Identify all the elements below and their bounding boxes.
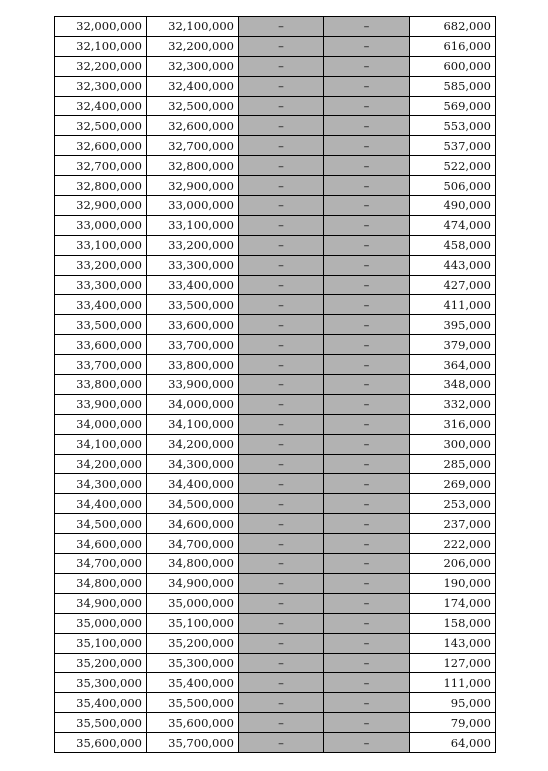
shaded-dash-cell: – <box>324 394 410 414</box>
range-to-cell: 33,600,000 <box>147 315 239 335</box>
table-row <box>55 673 496 693</box>
table-row <box>55 17 496 37</box>
table-row <box>55 573 496 593</box>
shaded-dash-cell: – <box>324 514 410 534</box>
shaded-dash-cell: – <box>239 56 324 76</box>
shaded-dash-cell: – <box>239 554 324 574</box>
range-to-cell: 33,300,000 <box>147 255 239 275</box>
range-from-cell: 34,600,000 <box>55 534 147 554</box>
table-row <box>55 215 496 235</box>
table-row <box>55 454 496 474</box>
range-from-cell: 33,700,000 <box>55 355 147 375</box>
table-row <box>55 156 496 176</box>
shaded-dash-cell: – <box>324 713 410 733</box>
range-from-cell: 32,700,000 <box>55 156 147 176</box>
amount-cell: 285,000 <box>410 454 496 474</box>
shaded-dash-cell: – <box>239 653 324 673</box>
range-from-cell: 32,900,000 <box>55 196 147 216</box>
amount-cell: 458,000 <box>410 235 496 255</box>
range-from-cell: 32,800,000 <box>55 176 147 196</box>
range-from-cell: 32,200,000 <box>55 56 147 76</box>
shaded-dash-cell: – <box>324 434 410 454</box>
amount-cell: 111,000 <box>410 673 496 693</box>
table-row <box>55 96 496 116</box>
table-row <box>55 56 496 76</box>
shaded-dash-cell: – <box>239 414 324 434</box>
shaded-dash-cell: – <box>324 414 410 434</box>
range-from-cell: 34,100,000 <box>55 434 147 454</box>
shaded-dash-cell: – <box>239 295 324 315</box>
shaded-dash-cell: – <box>324 454 410 474</box>
range-to-cell: 35,100,000 <box>147 613 239 633</box>
range-to-cell: 33,900,000 <box>147 375 239 395</box>
amount-cell: 616,000 <box>410 36 496 56</box>
range-from-cell: 34,000,000 <box>55 414 147 434</box>
shaded-dash-cell: – <box>324 494 410 514</box>
shaded-dash-cell: – <box>239 733 324 753</box>
range-from-cell: 32,500,000 <box>55 116 147 136</box>
range-from-cell: 35,300,000 <box>55 673 147 693</box>
table-row <box>55 593 496 613</box>
table-row <box>55 375 496 395</box>
range-from-cell: 33,100,000 <box>55 235 147 255</box>
shaded-dash-cell: – <box>239 136 324 156</box>
shaded-dash-cell: – <box>239 335 324 355</box>
shaded-dash-cell: – <box>324 355 410 375</box>
range-to-cell: 34,900,000 <box>147 573 239 593</box>
amount-cell: 237,000 <box>410 514 496 534</box>
range-to-cell: 33,800,000 <box>147 355 239 375</box>
range-to-cell: 32,400,000 <box>147 76 239 96</box>
shaded-dash-cell: – <box>239 96 324 116</box>
table-row <box>55 733 496 753</box>
range-from-cell: 33,900,000 <box>55 394 147 414</box>
amount-cell: 143,000 <box>410 633 496 653</box>
table-row <box>55 434 496 454</box>
table-row <box>55 554 496 574</box>
shaded-dash-cell: – <box>324 554 410 574</box>
amount-cell: 222,000 <box>410 534 496 554</box>
range-to-cell: 34,200,000 <box>147 434 239 454</box>
range-to-cell: 35,400,000 <box>147 673 239 693</box>
table-row <box>55 176 496 196</box>
amount-cell: 600,000 <box>410 56 496 76</box>
amount-cell: 206,000 <box>410 554 496 574</box>
shaded-dash-cell: – <box>239 494 324 514</box>
shaded-dash-cell: – <box>324 156 410 176</box>
amount-cell: 553,000 <box>410 116 496 136</box>
range-to-cell: 32,900,000 <box>147 176 239 196</box>
amount-cell: 537,000 <box>410 136 496 156</box>
range-to-cell: 33,400,000 <box>147 275 239 295</box>
shaded-dash-cell: – <box>239 156 324 176</box>
shaded-dash-cell: – <box>239 196 324 216</box>
shaded-dash-cell: – <box>324 534 410 554</box>
table-row <box>55 494 496 514</box>
range-from-cell: 35,600,000 <box>55 733 147 753</box>
shaded-dash-cell: – <box>324 215 410 235</box>
amount-cell: 522,000 <box>410 156 496 176</box>
range-from-cell: 33,200,000 <box>55 255 147 275</box>
table-row <box>55 275 496 295</box>
range-to-cell: 32,700,000 <box>147 136 239 156</box>
table-row <box>55 534 496 554</box>
table-row <box>55 36 496 56</box>
income-bracket-table <box>54 16 496 753</box>
table-row <box>55 335 496 355</box>
range-from-cell: 34,800,000 <box>55 573 147 593</box>
amount-cell: 158,000 <box>410 613 496 633</box>
shaded-dash-cell: – <box>324 315 410 335</box>
amount-cell: 364,000 <box>410 355 496 375</box>
amount-cell: 174,000 <box>410 593 496 613</box>
range-from-cell: 34,500,000 <box>55 514 147 534</box>
amount-cell: 490,000 <box>410 196 496 216</box>
table-row <box>55 633 496 653</box>
range-to-cell: 35,700,000 <box>147 733 239 753</box>
range-to-cell: 32,300,000 <box>147 56 239 76</box>
shaded-dash-cell: – <box>239 514 324 534</box>
shaded-dash-cell: – <box>239 17 324 37</box>
shaded-dash-cell: – <box>239 673 324 693</box>
shaded-dash-cell: – <box>324 375 410 395</box>
shaded-dash-cell: – <box>239 355 324 375</box>
table-row <box>55 514 496 534</box>
range-to-cell: 32,600,000 <box>147 116 239 136</box>
amount-cell: 64,000 <box>410 733 496 753</box>
amount-cell: 332,000 <box>410 394 496 414</box>
shaded-dash-cell: – <box>324 36 410 56</box>
range-to-cell: 34,400,000 <box>147 474 239 494</box>
table-row <box>55 255 496 275</box>
range-from-cell: 33,300,000 <box>55 275 147 295</box>
range-to-cell: 33,700,000 <box>147 335 239 355</box>
amount-cell: 379,000 <box>410 335 496 355</box>
range-from-cell: 33,000,000 <box>55 215 147 235</box>
shaded-dash-cell: – <box>324 116 410 136</box>
shaded-dash-cell: – <box>239 315 324 335</box>
range-to-cell: 33,000,000 <box>147 196 239 216</box>
shaded-dash-cell: – <box>239 116 324 136</box>
shaded-dash-cell: – <box>239 215 324 235</box>
range-to-cell: 34,600,000 <box>147 514 239 534</box>
shaded-dash-cell: – <box>324 295 410 315</box>
amount-cell: 474,000 <box>410 215 496 235</box>
shaded-dash-cell: – <box>239 534 324 554</box>
table-row <box>55 474 496 494</box>
shaded-dash-cell: – <box>239 593 324 613</box>
shaded-dash-cell: – <box>324 76 410 96</box>
range-to-cell: 35,500,000 <box>147 693 239 713</box>
amount-cell: 506,000 <box>410 176 496 196</box>
table-row <box>55 693 496 713</box>
shaded-dash-cell: – <box>324 573 410 593</box>
range-from-cell: 33,400,000 <box>55 295 147 315</box>
amount-cell: 395,000 <box>410 315 496 335</box>
range-to-cell: 32,200,000 <box>147 36 239 56</box>
amount-cell: 682,000 <box>410 17 496 37</box>
table-row <box>55 713 496 733</box>
shaded-dash-cell: – <box>324 275 410 295</box>
shaded-dash-cell: – <box>239 176 324 196</box>
range-to-cell: 35,300,000 <box>147 653 239 673</box>
shaded-dash-cell: – <box>324 733 410 753</box>
range-from-cell: 35,000,000 <box>55 613 147 633</box>
shaded-dash-cell: – <box>239 394 324 414</box>
amount-cell: 569,000 <box>410 96 496 116</box>
amount-cell: 348,000 <box>410 375 496 395</box>
shaded-dash-cell: – <box>239 613 324 633</box>
shaded-dash-cell: – <box>239 454 324 474</box>
range-from-cell: 34,300,000 <box>55 474 147 494</box>
shaded-dash-cell: – <box>324 96 410 116</box>
table-row <box>55 394 496 414</box>
range-to-cell: 33,100,000 <box>147 215 239 235</box>
shaded-dash-cell: – <box>324 196 410 216</box>
shaded-dash-cell: – <box>324 255 410 275</box>
table-row <box>55 116 496 136</box>
shaded-dash-cell: – <box>239 36 324 56</box>
range-from-cell: 33,800,000 <box>55 375 147 395</box>
shaded-dash-cell: – <box>324 693 410 713</box>
amount-cell: 190,000 <box>410 573 496 593</box>
range-from-cell: 34,900,000 <box>55 593 147 613</box>
amount-cell: 253,000 <box>410 494 496 514</box>
amount-cell: 316,000 <box>410 414 496 434</box>
shaded-dash-cell: – <box>324 474 410 494</box>
shaded-dash-cell: – <box>239 633 324 653</box>
table-row <box>55 196 496 216</box>
shaded-dash-cell: – <box>239 573 324 593</box>
range-to-cell: 34,100,000 <box>147 414 239 434</box>
shaded-dash-cell: – <box>324 176 410 196</box>
amount-cell: 411,000 <box>410 295 496 315</box>
amount-cell: 585,000 <box>410 76 496 96</box>
shaded-dash-cell: – <box>324 653 410 673</box>
range-to-cell: 32,100,000 <box>147 17 239 37</box>
range-from-cell: 34,400,000 <box>55 494 147 514</box>
table-row <box>55 613 496 633</box>
range-to-cell: 32,800,000 <box>147 156 239 176</box>
range-to-cell: 34,000,000 <box>147 394 239 414</box>
range-from-cell: 32,600,000 <box>55 136 147 156</box>
table-row <box>55 653 496 673</box>
amount-cell: 127,000 <box>410 653 496 673</box>
shaded-dash-cell: – <box>324 593 410 613</box>
amount-cell: 95,000 <box>410 693 496 713</box>
amount-cell: 269,000 <box>410 474 496 494</box>
table-row <box>55 235 496 255</box>
amount-cell: 427,000 <box>410 275 496 295</box>
range-from-cell: 34,200,000 <box>55 454 147 474</box>
table-row <box>55 76 496 96</box>
shaded-dash-cell: – <box>239 275 324 295</box>
range-from-cell: 33,600,000 <box>55 335 147 355</box>
range-from-cell: 32,100,000 <box>55 36 147 56</box>
range-from-cell: 34,700,000 <box>55 554 147 574</box>
table-row <box>55 315 496 335</box>
range-to-cell: 34,700,000 <box>147 534 239 554</box>
range-to-cell: 33,200,000 <box>147 235 239 255</box>
range-from-cell: 35,500,000 <box>55 713 147 733</box>
range-to-cell: 34,500,000 <box>147 494 239 514</box>
range-from-cell: 33,500,000 <box>55 315 147 335</box>
range-to-cell: 35,000,000 <box>147 593 239 613</box>
table-row <box>55 295 496 315</box>
range-to-cell: 32,500,000 <box>147 96 239 116</box>
range-from-cell: 32,300,000 <box>55 76 147 96</box>
range-to-cell: 35,200,000 <box>147 633 239 653</box>
amount-cell: 79,000 <box>410 713 496 733</box>
shaded-dash-cell: – <box>239 693 324 713</box>
shaded-dash-cell: – <box>239 235 324 255</box>
amount-cell: 300,000 <box>410 434 496 454</box>
shaded-dash-cell: – <box>239 434 324 454</box>
range-from-cell: 32,000,000 <box>55 17 147 37</box>
shaded-dash-cell: – <box>324 613 410 633</box>
shaded-dash-cell: – <box>239 76 324 96</box>
shaded-dash-cell: – <box>239 255 324 275</box>
table-body <box>55 17 496 753</box>
range-from-cell: 35,400,000 <box>55 693 147 713</box>
range-from-cell: 32,400,000 <box>55 96 147 116</box>
shaded-dash-cell: – <box>324 56 410 76</box>
range-from-cell: 35,200,000 <box>55 653 147 673</box>
range-from-cell: 35,100,000 <box>55 633 147 653</box>
shaded-dash-cell: – <box>239 375 324 395</box>
table-row <box>55 355 496 375</box>
range-to-cell: 35,600,000 <box>147 713 239 733</box>
table-row <box>55 136 496 156</box>
shaded-dash-cell: – <box>324 17 410 37</box>
range-to-cell: 34,800,000 <box>147 554 239 574</box>
shaded-dash-cell: – <box>324 335 410 355</box>
table-row <box>55 414 496 434</box>
shaded-dash-cell: – <box>324 235 410 255</box>
shaded-dash-cell: – <box>239 713 324 733</box>
amount-cell: 443,000 <box>410 255 496 275</box>
shaded-dash-cell: – <box>324 136 410 156</box>
shaded-dash-cell: – <box>324 633 410 653</box>
shaded-dash-cell: – <box>324 673 410 693</box>
range-to-cell: 33,500,000 <box>147 295 239 315</box>
range-to-cell: 34,300,000 <box>147 454 239 474</box>
shaded-dash-cell: – <box>239 474 324 494</box>
